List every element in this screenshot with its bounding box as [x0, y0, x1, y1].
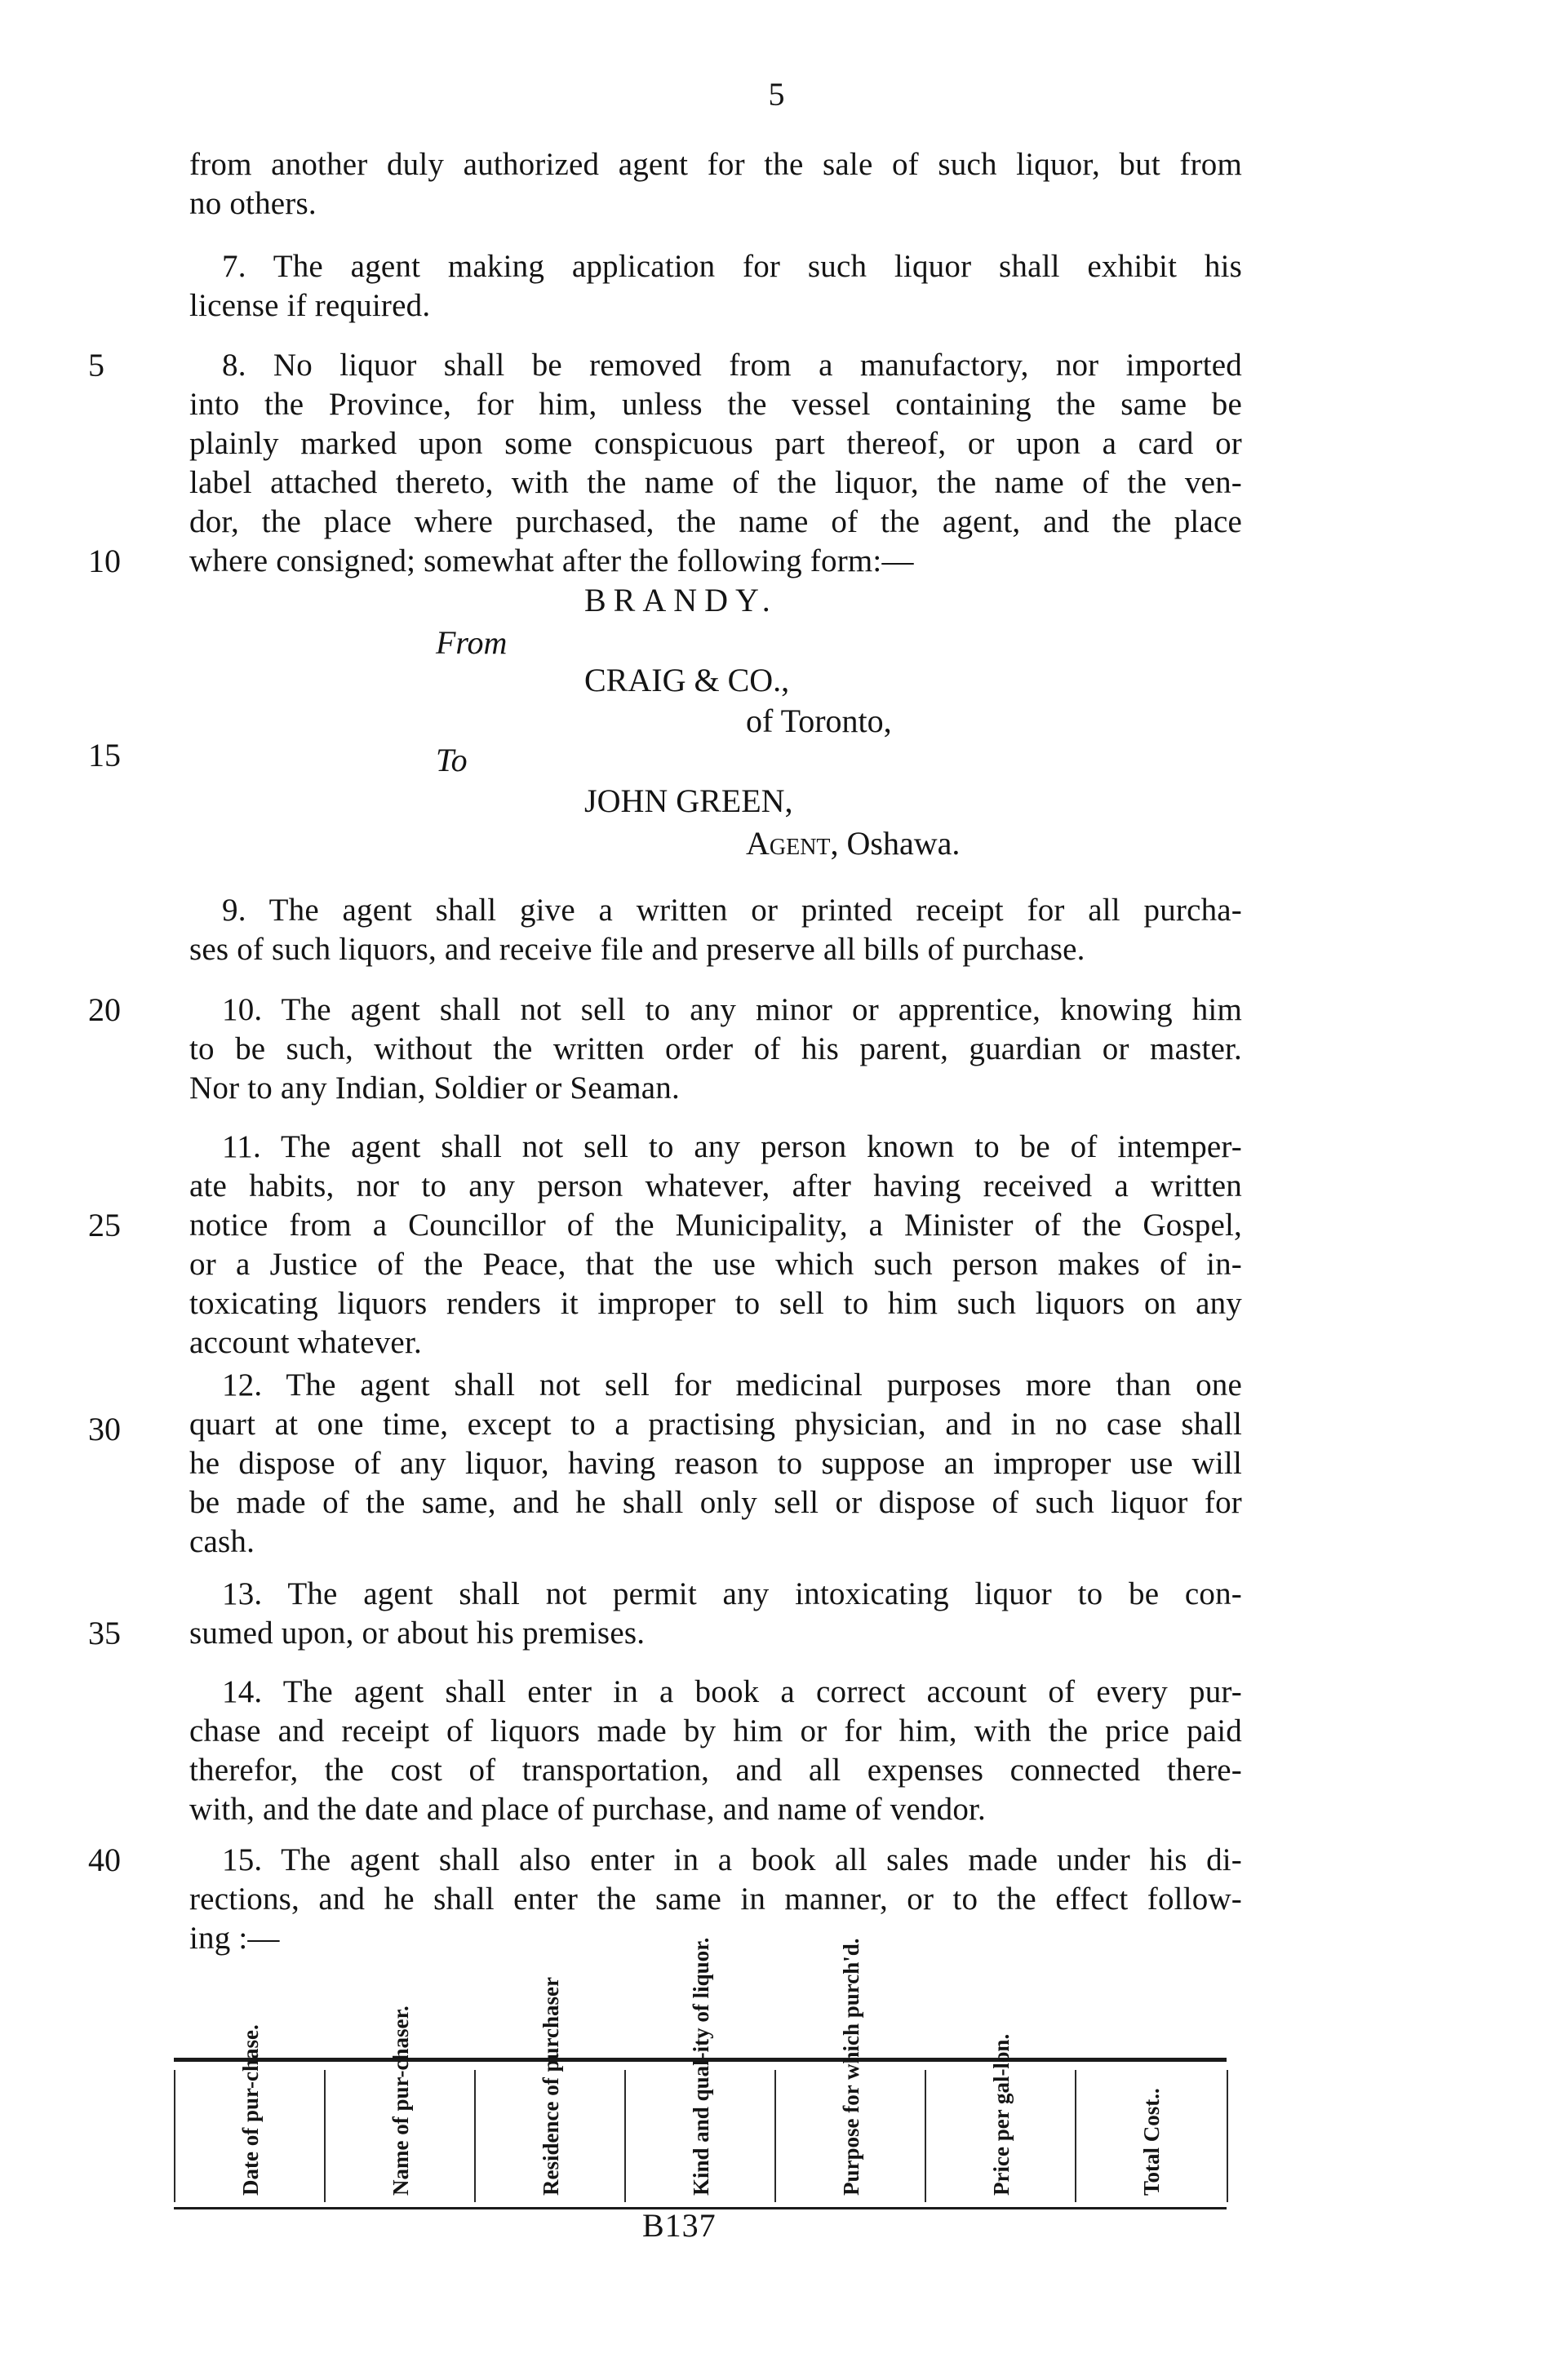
- table-column-header: Purpose for which purch'd.: [839, 1938, 863, 2196]
- paragraph-14: [189, 1673, 1242, 1829]
- label-agent-place: Oshawa.: [846, 825, 961, 862]
- label-agent-name: JOHN GREEN,: [584, 782, 793, 819]
- paragraph-text: 8. No liquor shall be removed from a manufactory, nor imported into the Province, for him, unless the vessel containing the same be plainly marked upon some conspicuous part thereof, or upon a card or label attached thereto, with the name of the liquor, the name of the ven- dor, the place where purchased, the name of the agent, and the place where consigned; somewhat after the following form:—: [189, 348, 1242, 578]
- label-vendor: CRAIG & CO.,: [584, 662, 790, 698]
- paragraph-13: [189, 1575, 1242, 1653]
- paragraph-7: [189, 247, 1242, 326]
- table-column-header: Kind and qual-ity of liquor.: [689, 1937, 713, 2196]
- label-agent-title: Agent,: [746, 825, 839, 862]
- label-vendor-place: of Toronto,: [746, 702, 892, 739]
- paragraph-12: [189, 1366, 1242, 1562]
- margin-line-number: 25: [88, 1207, 121, 1243]
- paragraph-text: 11. The agent shall not sell to any person known to be of intemper- ate habits, nor to any person whatever, after having received a written notice from a Councillor of the Municipality, a Minister of the Gospel, or a Justice of the Peace, that the use which such person makes of in- toxicating liquors renders it improper to sell to him such liquors on any account whatever.: [189, 1129, 1242, 1360]
- label-form: [189, 581, 1242, 907]
- paragraph-text: 7. The agent making application for such liquor shall exhibit his license if required.: [189, 249, 1242, 323]
- paragraph-text: 15. The agent shall also enter in a book all sales made under his di- rections, and he shall enter the same in manner, or to the effect follow- ing :—: [189, 1842, 1242, 1956]
- table-column-header: Name of pur-chaser.: [388, 2005, 413, 2196]
- label-liquor: BRANDY.: [584, 582, 778, 618]
- page-number: 5: [768, 76, 785, 113]
- table-column-header: Total Cost..: [1139, 2088, 1164, 2196]
- label-from: From: [436, 624, 508, 661]
- paragraph-text: 10. The agent shall not sell to any minor or apprentice, knowing him to be such, without the written order of his parent, guardian or master. Nor to any Indian, Soldier or Seaman.: [189, 992, 1242, 1106]
- paragraph-9: [189, 891, 1242, 969]
- table-column: [1075, 2070, 1228, 2202]
- margin-line-number: 10: [88, 543, 121, 579]
- label-to: To: [436, 742, 468, 778]
- margin-line-number: 5: [88, 347, 104, 383]
- paragraph-text: from another duly authorized agent for the sale of such liquor, but from no others.: [189, 147, 1242, 221]
- margin-line-number: 20: [88, 991, 121, 1028]
- paragraph-text: 14. The agent shall enter in a book a correct account of every pur- chase and receipt of liquors made by him or for him, with the price paid therefor, the cost of transportation, and all expenses connected there- with, and the date and place of purchase, and name of vendor.: [189, 1674, 1242, 1827]
- table-column: [174, 2024, 326, 2202]
- table-column: [474, 1977, 626, 2202]
- table-column: [624, 1937, 776, 2202]
- paragraph-text: 12. The agent shall not sell for medicinal purposes more than one quart at one time, except to a practising physician, and in no case shall he dispose of any liquor, having reason to suppose an improper use will be made of the same, and he shall only sell or dispose of such liquor for cash.: [189, 1367, 1242, 1559]
- paragraph-8: [189, 346, 1242, 581]
- printer-signature-mark: B137: [642, 2207, 717, 2244]
- margin-line-number: 40: [88, 1842, 121, 1878]
- paragraph-text: 9. The agent shall give a written or printed receipt for all purcha- ses of such liquors, and receive file and preserve all bills of purchase.: [189, 893, 1242, 967]
- sales-table: [174, 1937, 1227, 2209]
- paragraph-10: [189, 991, 1242, 1108]
- label-agent-line: [746, 824, 960, 862]
- margin-line-number: 30: [88, 1411, 121, 1447]
- table-column: [324, 2005, 476, 2202]
- table-column-header: Residence of purchaser: [539, 1977, 563, 2196]
- margin-line-number: 35: [88, 1615, 121, 1651]
- table-column: [925, 2033, 1076, 2202]
- table-column-header: Date of pur-chase.: [238, 2024, 263, 2196]
- paragraph-continuation: [189, 145, 1242, 224]
- table-column-header: Price per gal-lon.: [989, 2033, 1014, 2196]
- paragraph-15: [189, 1841, 1242, 1958]
- margin-line-number: 15: [88, 737, 121, 773]
- paragraph-text: 13. The agent shall not permit any intoxicating liquor to be con- sumed upon, or about his premises.: [189, 1576, 1242, 1651]
- table-column: [774, 1938, 926, 2202]
- paragraph-11: [189, 1128, 1242, 1363]
